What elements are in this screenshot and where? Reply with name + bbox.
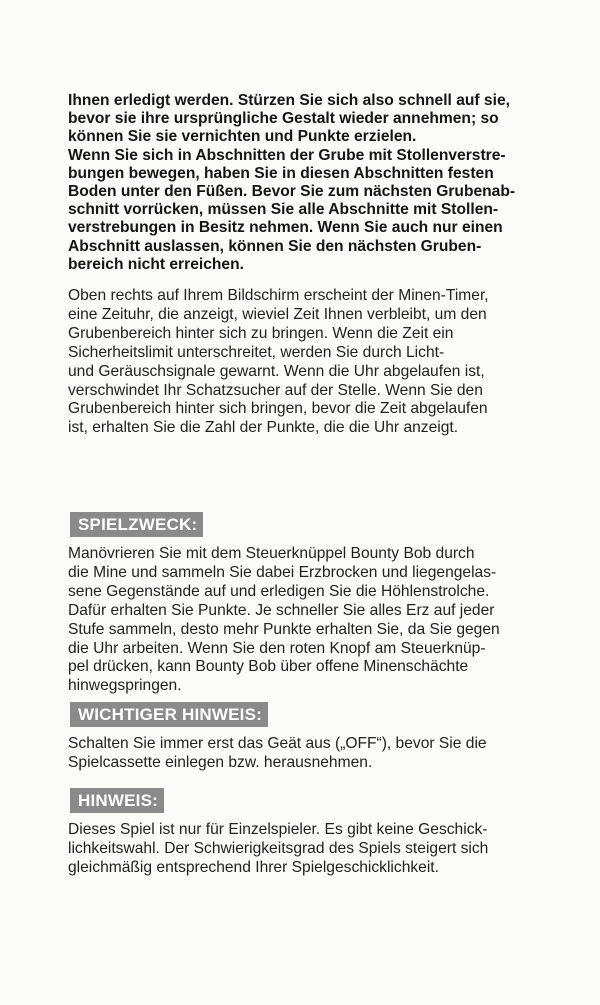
spielzweck-heading: SPIELZWECK:	[70, 512, 203, 537]
text-line: ist, erhalten Sie die Zahl der Punkte, die die Uhr anzeigt.	[68, 419, 459, 437]
hinweis-paragraph	[68, 821, 554, 878]
text-line: und Geräuschsignale gewarnt. Wenn die Uhr abgelaufen ist,	[68, 362, 485, 380]
text-line: Boden unter den Füßen. Bevor Sie zum nächsten Grubenab-	[68, 183, 516, 201]
text-line: können Sie sie vernichten und Punkte erzielen.	[68, 128, 417, 146]
text-line: die Mine und sammeln Sie dabei Erzbrocken und liegengelas-	[68, 563, 497, 581]
text-line: Grubenbereich hinter sich zu bringen. Wenn die Zeit ein	[68, 324, 454, 342]
text-line: gleichmäßig entsprechend Ihrer Spielgeschicklichkeit.	[68, 858, 439, 876]
text-line: Ihnen erledigt werden. Stürzen Sie sich also schnell auf sie,	[68, 92, 510, 109]
text-line: Dieses Spiel ist nur für Einzelspieler. Es gibt keine Geschick-	[68, 821, 488, 838]
text-line: schnitt vorrücken, müssen Sie alle Abschnitte mit Stollen-	[68, 201, 499, 219]
text-line: lichkeitswahl. Der Schwierigkeitsgrad des Spiels steigert sich	[68, 839, 489, 857]
text-line: bungen bewegen, haben Sie in diesen Abschnitten festen	[68, 164, 494, 182]
text-line: pel drücken, kann Bounty Bob über offene Minenschächte	[68, 658, 469, 676]
text-line: bereich nicht erreichen.	[68, 255, 244, 273]
text-line: Abschnitt auslassen, können Sie den nächsten Gruben-	[68, 237, 482, 255]
wichtiger-hinweis-heading: WICHTIGER HINWEIS:	[70, 702, 268, 727]
text-line: die Uhr arbeiten. Wenn Sie den roten Knopf am Steuerknüp-	[68, 639, 486, 657]
text-line: Dafür erhalten Sie Punkte. Je schneller Sie alles Erz auf jeder	[68, 601, 495, 619]
text-line: Oben rechts auf Ihrem Bildschirm erscheint der Minen-Timer,	[68, 287, 489, 304]
spielzweck-paragraph	[68, 545, 554, 696]
hinweis-heading: HINWEIS:	[70, 788, 164, 813]
text-line: Grubenbereich hinter sich bringen, bevor die Zeit abgelaufen	[68, 400, 488, 418]
text-line: Stufe sammeln, desto mehr Punkte erhalten Sie, da Sie gegen	[68, 620, 500, 638]
wichtiger-hinweis-paragraph	[68, 735, 554, 773]
text-line: sene Gegenstände auf und erledigen Sie die Höhlenstrolche.	[68, 582, 490, 600]
text-line: hinwegspringen.	[68, 677, 182, 695]
timer-paragraph	[68, 287, 554, 438]
text-line: eine Zeituhr, die anzeigt, wieviel Zeit Ihnen verbleibt, um den	[68, 305, 487, 323]
text-line: Manövrieren Sie mit dem Steuerknüppel Bounty Bob durch	[68, 545, 475, 562]
text-line: Wenn Sie sich in Abschnitten der Grube mit Stollenverstre-	[68, 146, 506, 164]
text-line: Schalten Sie immer erst das Geät aus („OFF“), bevor Sie die	[68, 735, 487, 752]
text-line: Sicherheitslimit unterschreitet, werden Sie durch Licht-	[68, 343, 445, 361]
intro-bold-paragraph	[68, 92, 554, 274]
text-line: verschwindet Ihr Schatzsucher auf der Stelle. Wenn Sie den	[68, 381, 483, 399]
text-line: bevor sie ihre ursprüngliche Gestalt wieder annehmen; so	[68, 110, 499, 128]
text-line: Spielcassette einlegen bzw. herausnehmen.	[68, 753, 373, 771]
text-line: verstrebungen in Besitz nehmen. Wenn Sie auch nur einen	[68, 219, 503, 237]
